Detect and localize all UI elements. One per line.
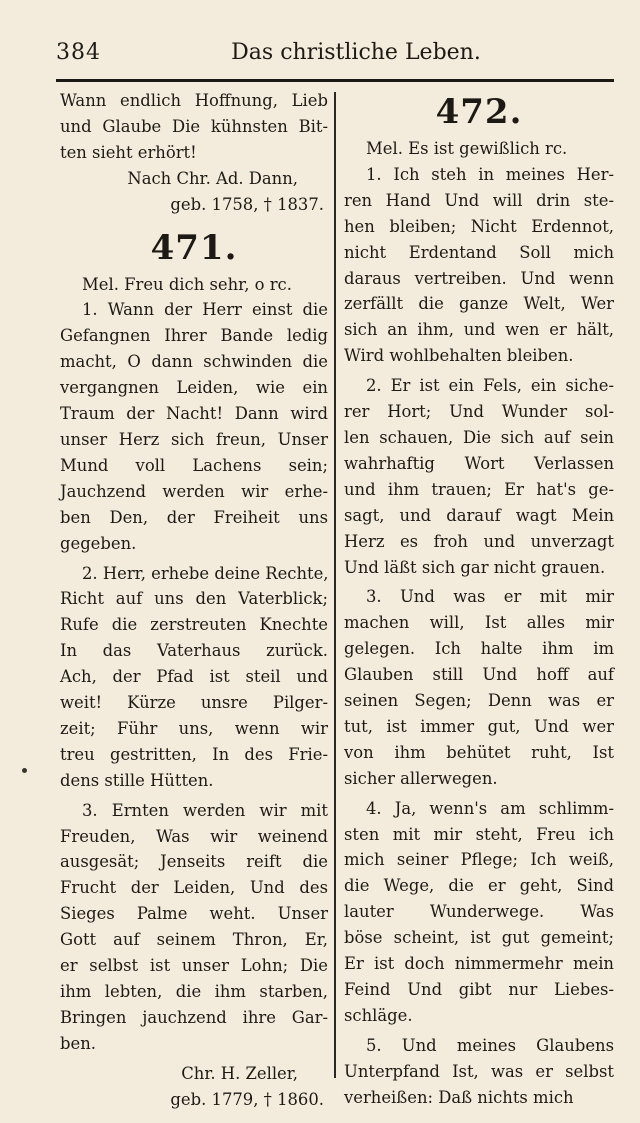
verse-line: sich an ihm, und wen er hält, bbox=[344, 320, 614, 340]
credit-line: geb. 1779, † 1860. bbox=[170, 1089, 324, 1109]
verse-line: lauter Wunderwege. Was bbox=[344, 902, 614, 922]
verse-4 bbox=[344, 796, 614, 1029]
verse-line: Bringen jauchzend ihre Gar- bbox=[60, 1007, 328, 1027]
melody-line: Mel. Freu dich sehr, o rc. bbox=[82, 274, 292, 294]
credit-line: geb. 1758, † 1837. bbox=[170, 194, 324, 214]
hymn-number-472: 472. bbox=[435, 92, 523, 132]
column-divider bbox=[334, 92, 336, 1078]
verse-line: ihm lebten, die ihm starben, bbox=[60, 982, 328, 1001]
verse-line: gegeben. bbox=[60, 533, 137, 553]
verse-line: ren Hand Und will drin ste- bbox=[344, 190, 614, 210]
margin-mark bbox=[22, 768, 27, 773]
verse-line: 1. Ich steh in meines Her- bbox=[366, 164, 614, 184]
verse-line: Unterpfand Ist, was er selbst bbox=[344, 1061, 614, 1081]
text-line: ten sieht erhört! bbox=[60, 142, 197, 162]
credit-line: Nach Chr. Ad. Dann, bbox=[127, 168, 298, 188]
verse-line: Freuden, Was wir weinend bbox=[60, 826, 328, 846]
verse-line: Wird wohlbehalten bleiben. bbox=[344, 346, 574, 366]
verse-line: wahrhaftig Wort Verlassen bbox=[344, 453, 614, 473]
verse-line: Traum der Nacht! Dann wird bbox=[60, 404, 328, 424]
verse-line: daraus vertreiben. Und wenn bbox=[344, 268, 614, 288]
verse-1 bbox=[60, 297, 328, 556]
verse-line: hen bleiben; Nicht Erdennot, bbox=[344, 216, 614, 236]
hymn-verses bbox=[344, 162, 614, 1115]
verse-line: gelegen. Ich halte ihm im bbox=[344, 639, 614, 659]
verse-line: er selbst ist unser Lohn; Die bbox=[60, 956, 328, 976]
verse-line: zerfällt die ganze Welt, Wer bbox=[344, 294, 614, 314]
verse-line: ben Den, der Freiheit uns bbox=[60, 507, 328, 527]
verse-line: ben. bbox=[60, 1033, 96, 1053]
verse-line: 3. Ernten werden wir mit bbox=[82, 800, 328, 820]
hymn-number-471: 471. bbox=[150, 227, 238, 268]
verse-line: sicher allerwegen. bbox=[344, 768, 498, 788]
verse-line: Herz es froh und unverzagt bbox=[344, 531, 614, 551]
verse-line: und ihm trauen; Er hat's ge- bbox=[344, 479, 614, 499]
verse-1 bbox=[344, 162, 614, 369]
verse-line: ausgesät; Jenseits reift die bbox=[60, 852, 328, 872]
page-number: 384 bbox=[56, 40, 101, 65]
verse-line: Gefangnen Ihrer Bande ledig bbox=[60, 326, 328, 346]
continuation-text bbox=[60, 88, 328, 166]
text-line: und Glaube Die kühnsten Bit- bbox=[60, 116, 328, 136]
verse-2 bbox=[60, 561, 328, 794]
running-title: Das christliche Leben. bbox=[231, 40, 481, 65]
melody-line: Mel. Es ist gewißlich rc. bbox=[366, 139, 568, 158]
right-column bbox=[344, 88, 614, 1115]
continuation-credit bbox=[60, 166, 328, 218]
verse-line: 3. Und was er mit mir bbox=[366, 587, 614, 607]
credit-line: Chr. H. Zeller, bbox=[181, 1063, 298, 1083]
verse-line: 2. Er ist ein Fels, ein siche- bbox=[366, 376, 614, 396]
verse-line: seinen Segen; Denn was er bbox=[344, 691, 614, 711]
verse-line: von ihm behütet ruht, Ist bbox=[344, 742, 614, 762]
verse-line: Jauchzend werden wir erhe- bbox=[60, 481, 328, 501]
verse-line: dens stille Hütten. bbox=[60, 770, 214, 790]
verse-2 bbox=[344, 373, 614, 580]
verse-line: 2. Herr, erhebe deine Rechte, bbox=[82, 563, 329, 583]
verse-line: Glauben still Und hoff auf bbox=[344, 665, 614, 685]
verse-line: unser Herz sich freun, Unser bbox=[60, 429, 328, 449]
verse-line: Ach, der Pfad ist steil und bbox=[60, 667, 328, 687]
page-header bbox=[56, 40, 616, 74]
verse-line: Rufe die zerstreuten Knechte bbox=[60, 615, 328, 635]
verse-line: rer Hort; Und Wunder sol- bbox=[344, 402, 614, 422]
verse-line: zeit; Führ uns, wenn wir bbox=[60, 718, 328, 738]
text-line: Wann endlich Hoffnung, Lieb bbox=[60, 91, 328, 110]
verse-line: schläge. bbox=[344, 1005, 413, 1025]
verse-line: machen will, Ist alles mir bbox=[344, 613, 614, 633]
verse-3 bbox=[344, 584, 614, 791]
verse-spacer bbox=[344, 1111, 614, 1115]
header-rule bbox=[56, 79, 614, 82]
verse-line: In das Vaterhaus zurück. bbox=[60, 641, 328, 661]
verse-line: sagt, und darauf wagt Mein bbox=[344, 505, 614, 525]
verse-line: 4. Ja, wenn's am schlimm- bbox=[366, 798, 614, 818]
verse-line: vergangnen Leiden, wie ein bbox=[60, 378, 328, 398]
verse-line: Er ist doch nimmermehr mein bbox=[344, 954, 614, 974]
hymn-verses bbox=[60, 297, 328, 1060]
verse-line: Feind Und gibt nur Liebes- bbox=[344, 980, 614, 999]
hymn-credit bbox=[60, 1061, 328, 1113]
verse-line: macht, O dann schwinden die bbox=[60, 352, 328, 372]
verse-line: böse scheint, ist gut gemeint; bbox=[344, 928, 614, 948]
verse-line: Sieges Palme weht. Unser bbox=[60, 904, 328, 924]
verse-3 bbox=[60, 798, 328, 1057]
verse-line: Mund voll Lachens sein; bbox=[60, 455, 328, 475]
verse-line: Und läßt sich gar nicht grauen. bbox=[344, 557, 606, 577]
verse-line: 5. Und meines Glaubens bbox=[366, 1035, 614, 1055]
verse-line: nicht Erdentand Soll mich bbox=[344, 242, 614, 262]
verse-line: tut, ist immer gut, Und wer bbox=[344, 716, 614, 736]
left-column bbox=[60, 88, 328, 1113]
verse-line: 1. Wann der Herr einst die bbox=[82, 300, 328, 320]
verse-line: Frucht der Leiden, Und des bbox=[60, 878, 328, 898]
verse-line: Gott auf seinem Thron, Er, bbox=[60, 930, 328, 950]
verse-line: die Wege, die er geht, Sind bbox=[344, 876, 614, 896]
verse-line: weit! Kürze unsre Pilger- bbox=[60, 693, 328, 713]
verse-line: Richt auf uns den Vaterblick; bbox=[60, 589, 328, 609]
verse-line: len schauen, Die sich auf sein bbox=[344, 427, 614, 447]
verse-line: mich seiner Pflege; Ich weiß, bbox=[344, 850, 614, 870]
verse-line: treu gestritten, In des Frie- bbox=[60, 744, 328, 764]
verse-line: verheißen: Daß nichts mich bbox=[344, 1087, 574, 1107]
verse-line: sten mit mir steht, Freu ich bbox=[344, 824, 614, 844]
verse-5 bbox=[344, 1033, 614, 1111]
